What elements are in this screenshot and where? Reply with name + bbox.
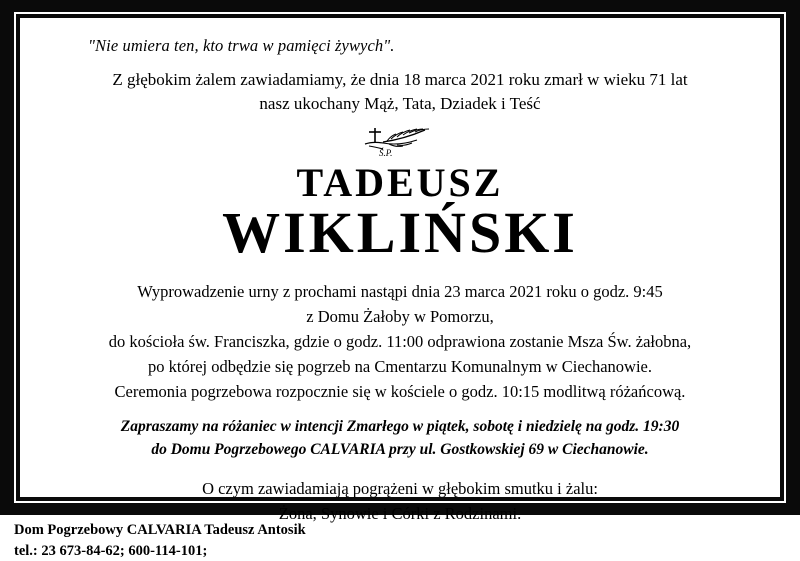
invitation-line-2: do Domu Pogrzebowego CALVARIA przy ul. Gostkowskiej 69 w Ciechanowie. — [151, 440, 649, 458]
detail-line-1: Wyprowadzenie urny z prochami nastąpi dnia 23 marca 2021 roku o godz. 9:45 — [137, 281, 663, 301]
palm-branch-cross-icon — [345, 122, 455, 160]
detail-line-2: z Domu Żałoby w Pomorzu, — [306, 306, 494, 326]
detail-line-3: do kościoła św. Franciszka, gdzie o godz. 11:00 odprawiona zostanie Msza Św. żałobna, — [108, 332, 692, 352]
intro-line-2: nasz ukochany Mąż, Tata, Dziadek i Teść — [259, 94, 541, 114]
announcement-intro — [46, 68, 754, 116]
funeral-details — [46, 279, 754, 404]
notice-card — [20, 18, 780, 523]
memorial-quote: "Nie umiera ten, kto trwa w pamięci żywych". — [88, 36, 395, 55]
rosary-invitation — [46, 416, 754, 461]
closing-line-2: Żona, Synowie i Córki z Rodzinami. — [278, 503, 522, 523]
deceased-last-name: WIKLIŃSKI — [222, 200, 578, 266]
detail-line-4: po której odbędzie się pogrzeb na Cmentarzu Komunalnym w Ciechanowie. — [147, 357, 652, 377]
funeral-home-name: Dom Pogrzebowy CALVARIA Tadeusz Antosik — [14, 522, 306, 538]
invitation-line-1: Zapraszamy na różaniec w intencji Zmarłego w piątek, sobotę i niedzielę na godz. 19:30 — [120, 418, 680, 436]
detail-line-5: Ceremonia pogrzebowa rozpocznie się w kościele o godz. 10:15 modlitwą różańcową. — [114, 382, 686, 402]
closing-line-1: O czym zawiadamiają pogrążeni w głębokim smutku i żalu: — [202, 479, 598, 499]
intro-line-1: Z głębokim żalem zawiadamiamy, że dnia 18 marca 2021 roku zmarł w wieku 71 lat — [112, 70, 688, 89]
svg-text:Ś.P.: Ś.P. — [379, 148, 393, 159]
deceased-first-name: TADEUSZ — [296, 160, 504, 206]
funeral-home-contact — [14, 520, 306, 561]
funeral-home-phone: tel.: 23 673-84-62; 600-114-101; — [14, 542, 208, 559]
